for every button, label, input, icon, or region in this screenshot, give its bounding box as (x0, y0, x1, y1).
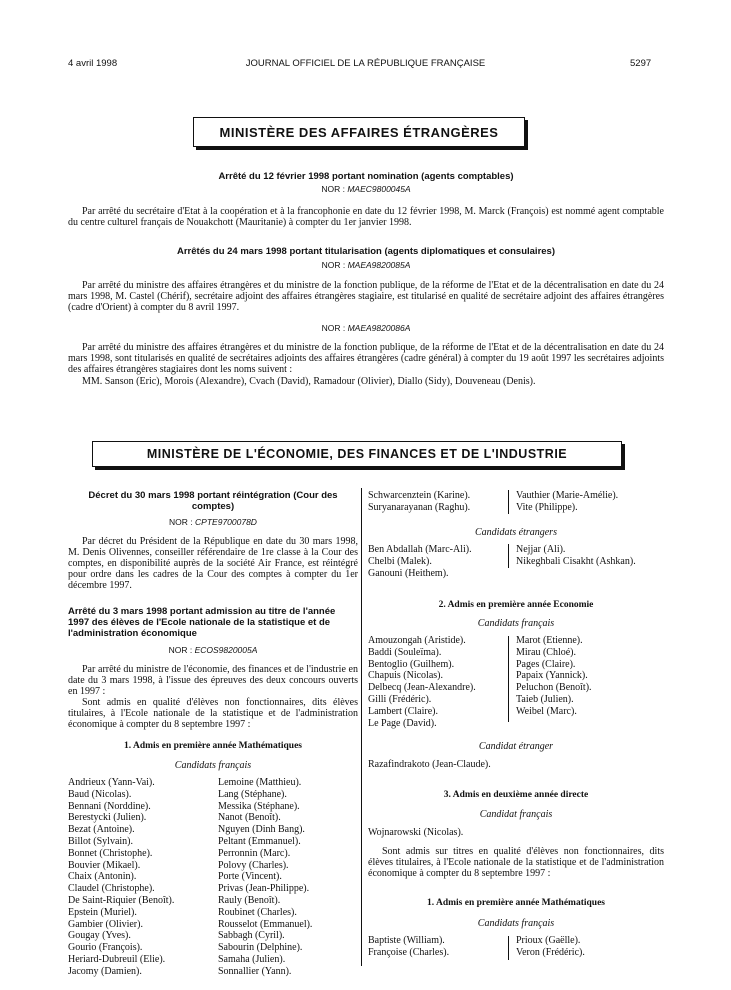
decree-paragraph: Sont admis en qualité d'élèves non fonctionnaires, dits élèves titulaires, à l'Ecole nationale de la statistique et de l'administration économique à compter du 8 septembre 1997 : (68, 697, 358, 730)
list-item: Amouzongah (Aristide). (368, 635, 466, 646)
ministry-banner-economy: MINISTÈRE DE L'ÉCONOMIE, DES FINANCES ET DE L'INDUSTRIE (92, 441, 622, 467)
names-list-left (68, 777, 208, 978)
list-item: Porte (Vincent). (218, 871, 282, 883)
decree-title: Décret du 30 mars 1998 portant réintégration (Cour des comptes) (88, 490, 338, 512)
list-item: Bonnet (Christophe). (68, 847, 153, 859)
list-item: Baddi (Souleïma). (368, 646, 442, 658)
section-subheading: Candidat étranger (478, 741, 554, 752)
decree-title: Arrêté du 12 février 1998 portant nomination (agents comptables) (218, 171, 514, 182)
list-item: Bouvier (Mikael). (68, 859, 141, 871)
list-item: Bentoglio (Guilhem). (368, 658, 455, 670)
list-item: Jacomy (Damien). (68, 965, 142, 977)
list-item: Rauly (Benoît). (218, 894, 281, 906)
section-subheading: Candidats français (477, 918, 555, 929)
list-item: De Saint-Riquier (Benoît). (68, 894, 175, 906)
decree-paragraph: Par arrêté du secrétaire d'Etat à la coopération et à la francophonie en date du 12 février 1998, M. Marck (François) est nommé agent comptable du centre culturel français de Nouakchott (Mauritanie) à compter du 1er janvier 1998. (68, 206, 664, 228)
list-item: Delbecq (Jean-Alexandre). (368, 682, 476, 694)
list-item: Nanot (Benoît). (218, 812, 281, 824)
list-item: Gilli (Frédéric). (368, 693, 432, 705)
list-item: Peluchon (Benoît). (516, 682, 592, 694)
section-heading: 1. Admis en première année Mathématiques (426, 898, 606, 908)
list-item: Bennani (Norddine). (68, 800, 151, 812)
section-subheading: Candidats français (174, 760, 252, 771)
list-item: Rousselot (Emmanuel). (218, 918, 313, 930)
decree-title: Arrêtés du 24 mars 1998 portant titularisation (agents diplomatiques et consulaires) (177, 246, 555, 257)
list-item: Suryanarayanan (Raghu). (368, 501, 471, 513)
list-item: Marot (Etienne). (516, 635, 583, 646)
list-item: Schwarcenztein (Karine). (368, 490, 471, 501)
list-item: Chelbi (Malek). (368, 555, 432, 567)
list-item: Baud (Nicolas). (68, 788, 132, 800)
list-item: Mirau (Chloé). (516, 646, 576, 658)
header-date: 4 avril 1998 (68, 58, 118, 69)
list-item: Peltant (Emmanuel). (218, 835, 301, 847)
list-item: Samaha (Julien). (218, 953, 286, 965)
header-page-number: 5297 (630, 58, 652, 69)
section-heading: 2. Admis en première année Economie (438, 600, 594, 610)
list-item: Taieb (Julien). (516, 693, 574, 705)
list-item: Ben Abdallah (Marc-Ali). (368, 544, 472, 555)
names-list: MM. Sanson (Eric), Morois (Alexandre), Cvach (David), Ramadour (Olivier), Diallo (Sidy), Douveneau (Denis). (82, 376, 536, 387)
list-item: Bezat (Antoine). (68, 824, 135, 836)
names-list-right (218, 777, 358, 978)
nor-reference: NOR : MAEA9820086A (321, 323, 411, 333)
list-item: Sabbagh (Cyril). (218, 930, 285, 942)
list-item: Claudel (Christophe). (68, 883, 155, 895)
list-item: Ganouni (Heithem). (368, 567, 449, 579)
section-heading: 3. Admis en deuxième année directe (443, 790, 589, 800)
list-item: Wojnarowski (Nicolas). (368, 827, 464, 838)
decree-paragraph: Par arrêté du ministre des affaires étrangères et du ministre de la fonction publique, de la réforme de l'Etat et de la décentralisation en date du 24 mars 1998, sont titularisés en qualité de secrétaires adjoints des affaires étrangères (cadre général) à compter du 19 août 1997 les secrétaires adjoints des affaires étrangères stagiaires dont les noms suivent : (68, 342, 664, 375)
list-item: Berestycki (Julien). (68, 812, 147, 824)
names-list-right (516, 490, 666, 514)
list-item: Papaix (Yannick). (516, 670, 588, 682)
names-list-right (516, 544, 666, 568)
list-item: Lemoine (Matthieu). (218, 777, 302, 788)
ministry-banner-foreign-affairs: MINISTÈRE DES AFFAIRES ÉTRANGÈRES (193, 117, 525, 147)
list-item: Chapuis (Nicolas). (368, 670, 443, 682)
names-list-left (368, 544, 508, 579)
list-item: Gougay (Yves). (68, 930, 131, 942)
list-item: Epstein (Muriel). (68, 906, 137, 918)
list-item: Sabourin (Delphine). (218, 942, 303, 954)
list-item: Chaix (Antonin). (68, 871, 137, 883)
list-item: Pages (Claire). (516, 658, 576, 670)
section-subheading: Candidats français (477, 618, 555, 629)
decree-paragraph: Par arrêté du ministre de l'économie, des finances et de l'industrie en date du 3 mars 1998, à l'issue des épreuves des deux concours ouverts en 1997 : (68, 664, 358, 697)
names-list-left (368, 490, 508, 514)
list-item: Gambier (Olivier). (68, 918, 143, 930)
list-item: Andrieux (Yann-Vai). (68, 777, 155, 788)
list-item: Baptiste (William). (368, 935, 445, 946)
list-item: Gourio (François). (68, 942, 143, 954)
list-item: Prioux (Gaëlle). (516, 935, 581, 946)
nor-reference: NOR : CPTE9700078D (169, 517, 257, 527)
nor-reference: NOR : ECOS9820005A (168, 645, 258, 655)
list-item: Nikeghbali Cisakht (Ashkan). (516, 555, 636, 567)
header-journal: JOURNAL OFFICIEL DE LA RÉPUBLIQUE FRANÇAISE (245, 58, 486, 69)
list-item: Nejjar (Ali). (516, 544, 566, 555)
list-divider (508, 636, 509, 722)
list-item: Weibel (Marc). (516, 705, 577, 717)
names-list-right (516, 935, 666, 959)
names-list-left (368, 935, 508, 959)
list-item: Lambert (Claire). (368, 705, 438, 717)
names-list-right (516, 635, 666, 718)
list-item: Veron (Frédéric). (516, 946, 585, 958)
list-item: Le Page (David). (368, 717, 437, 729)
decree-paragraph: Par décret du Président de la République en date du 30 mars 1998, M. Denis Olivennes, conseiller référendaire de 1re classe à la Cour des comptes, en disponibilité auprès de la société Air France, est réintégré pour ordre dans les cadres de la Cour des comptes à compter du 1er décembre 1997. (68, 536, 358, 591)
list-item: Nguyen (Dinh Bang). (218, 824, 305, 836)
column-divider (361, 488, 362, 966)
names-list-left (368, 635, 508, 729)
decree-title: Arrêté du 3 mars 1998 portant admission au titre de l'année 1997 des élèves de l'Ecole nationale de la statistique et de l'administration économique (68, 606, 336, 639)
section-heading: 1. Admis en première année Mathématiques (123, 741, 303, 751)
list-item: Polovy (Charles). (218, 859, 289, 871)
list-item: Lang (Stéphane). (218, 788, 287, 800)
list-divider (508, 936, 509, 960)
list-item: Razafindrakoto (Jean-Claude). (368, 759, 491, 770)
list-item: Vite (Philippe). (516, 501, 578, 513)
list-item: Heriard-Dubreuil (Elie). (68, 953, 166, 965)
list-item: Roubinet (Charles). (218, 906, 297, 918)
list-item: Vauthier (Marie-Amélie). (516, 490, 619, 501)
decree-paragraph: Sont admis sur titres en qualité d'élèves non fonctionnaires, dits élèves titulaires, à l'Ecole nationale de la statistique et de l'administration économique à compter du 8 septembre 1997 : (368, 846, 664, 879)
list-item: Messika (Stéphane). (218, 800, 300, 812)
list-divider (508, 490, 509, 514)
list-item: Privas (Jean-Philippe). (218, 883, 310, 895)
list-item: Perronnin (Marc). (218, 847, 291, 859)
section-subheading: Candidat français (479, 809, 553, 820)
list-item: Billot (Sylvain). (68, 835, 133, 847)
nor-reference: NOR : MAEA9820085A (321, 260, 411, 270)
list-item: Françoise (Charles). (368, 946, 450, 958)
list-item: Sonnallier (Yann). (218, 965, 292, 977)
decree-paragraph: Par arrêté du ministre des affaires étrangères et du ministre de la fonction publique, de la réforme de l'Etat et de la décentralisation en date du 24 mars 1998, M. Castel (Chérif), secrétaire adjoint des affaires étrangères stagiaire, est titularisé en qualité de secrétaire adjoint des affaires étrangères (cadre d'Orient) à compter du 8 avril 1997. (68, 280, 664, 313)
list-divider (508, 544, 509, 568)
section-subheading: Candidats étrangers (475, 527, 557, 538)
nor-reference: NOR : MAEC9800045A (321, 184, 411, 194)
